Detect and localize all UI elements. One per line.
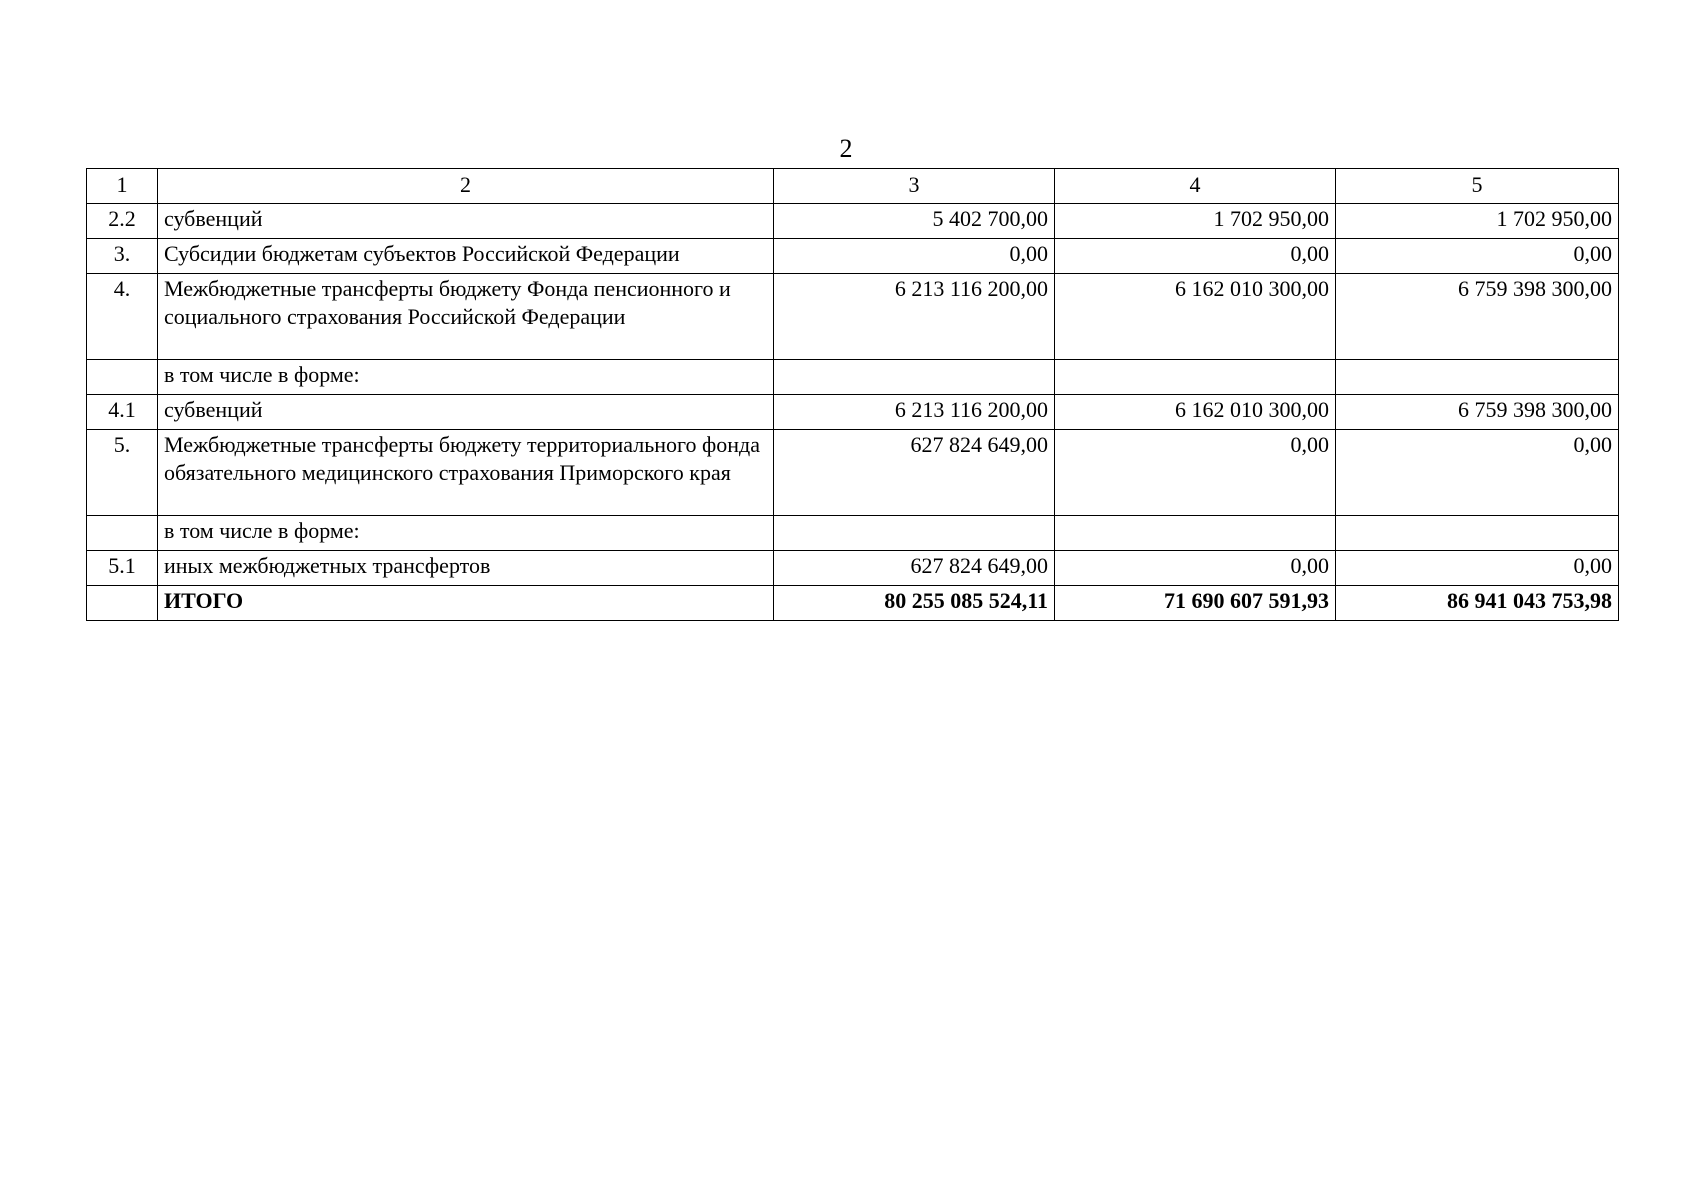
page-number: 2 — [839, 134, 853, 163]
row-amount-col4: 0,00 — [1055, 239, 1336, 274]
header-cell-4: 4 — [1055, 169, 1336, 204]
row-amount-col4: 0,00 — [1055, 551, 1336, 586]
row-amount-col4 — [1055, 516, 1336, 551]
total-amount-col4: 71 690 607 591,93 — [1055, 586, 1336, 621]
row-label: иных межбюджетных трансфертов — [158, 551, 774, 586]
table-row — [87, 274, 1619, 360]
row-amount-col5: 0,00 — [1336, 551, 1619, 586]
header-cell-5: 5 — [1336, 169, 1619, 204]
row-label: в том числе в форме: — [158, 360, 774, 395]
row-amount-col5: 6 759 398 300,00 — [1336, 274, 1619, 360]
row-label: в том числе в форме: — [158, 516, 774, 551]
budget-table — [86, 168, 1619, 621]
total-amount-col5: 86 941 043 753,98 — [1336, 586, 1619, 621]
row-label: субвенций — [158, 395, 774, 430]
row-amount-col3: 627 824 649,00 — [774, 430, 1055, 516]
row-amount-col5: 0,00 — [1336, 430, 1619, 516]
table-row — [87, 430, 1619, 516]
row-label: субвенций — [158, 204, 774, 239]
row-number: 3. — [87, 239, 158, 274]
row-number: 4.1 — [87, 395, 158, 430]
row-amount-col3 — [774, 516, 1055, 551]
row-amount-col4: 1 702 950,00 — [1055, 204, 1336, 239]
row-number — [87, 360, 158, 395]
total-label: ИТОГО — [158, 586, 774, 621]
table-row — [87, 516, 1619, 551]
header-cell-2: 2 — [158, 169, 774, 204]
table-row — [87, 204, 1619, 239]
total-row — [87, 586, 1619, 621]
row-amount-col5: 0,00 — [1336, 239, 1619, 274]
header-cell-1: 1 — [87, 169, 158, 204]
row-label: Межбюджетные трансферты бюджету территориального фонда обязательного медицинского страхования Приморского края — [158, 430, 774, 516]
row-amount-col5: 6 759 398 300,00 — [1336, 395, 1619, 430]
table-row — [87, 239, 1619, 274]
table-row — [87, 360, 1619, 395]
row-number: 4. — [87, 274, 158, 360]
row-amount-col3: 627 824 649,00 — [774, 551, 1055, 586]
row-amount-col4: 6 162 010 300,00 — [1055, 395, 1336, 430]
header-cell-3: 3 — [774, 169, 1055, 204]
row-number — [87, 516, 158, 551]
row-number: 5.1 — [87, 551, 158, 586]
row-amount-col3 — [774, 360, 1055, 395]
row-amount-col5 — [1336, 360, 1619, 395]
row-amount-col5: 1 702 950,00 — [1336, 204, 1619, 239]
row-label: Межбюджетные трансферты бюджету Фонда пенсионного и социального страхования Российской Федерации — [158, 274, 774, 360]
row-amount-col3: 0,00 — [774, 239, 1055, 274]
row-amount-col4: 0,00 — [1055, 430, 1336, 516]
row-amount-col4: 6 162 010 300,00 — [1055, 274, 1336, 360]
row-amount-col5 — [1336, 516, 1619, 551]
table-header-row — [87, 169, 1619, 204]
row-amount-col3: 5 402 700,00 — [774, 204, 1055, 239]
row-amount-col3: 6 213 116 200,00 — [774, 395, 1055, 430]
table-row — [87, 395, 1619, 430]
row-amount-col4 — [1055, 360, 1336, 395]
row-number: 2.2 — [87, 204, 158, 239]
row-label: Субсидии бюджетам субъектов Российской Федерации — [158, 239, 774, 274]
table-row — [87, 551, 1619, 586]
total-amount-col3: 80 255 085 524,11 — [774, 586, 1055, 621]
row-number: 5. — [87, 430, 158, 516]
row-number — [87, 586, 158, 621]
row-amount-col3: 6 213 116 200,00 — [774, 274, 1055, 360]
